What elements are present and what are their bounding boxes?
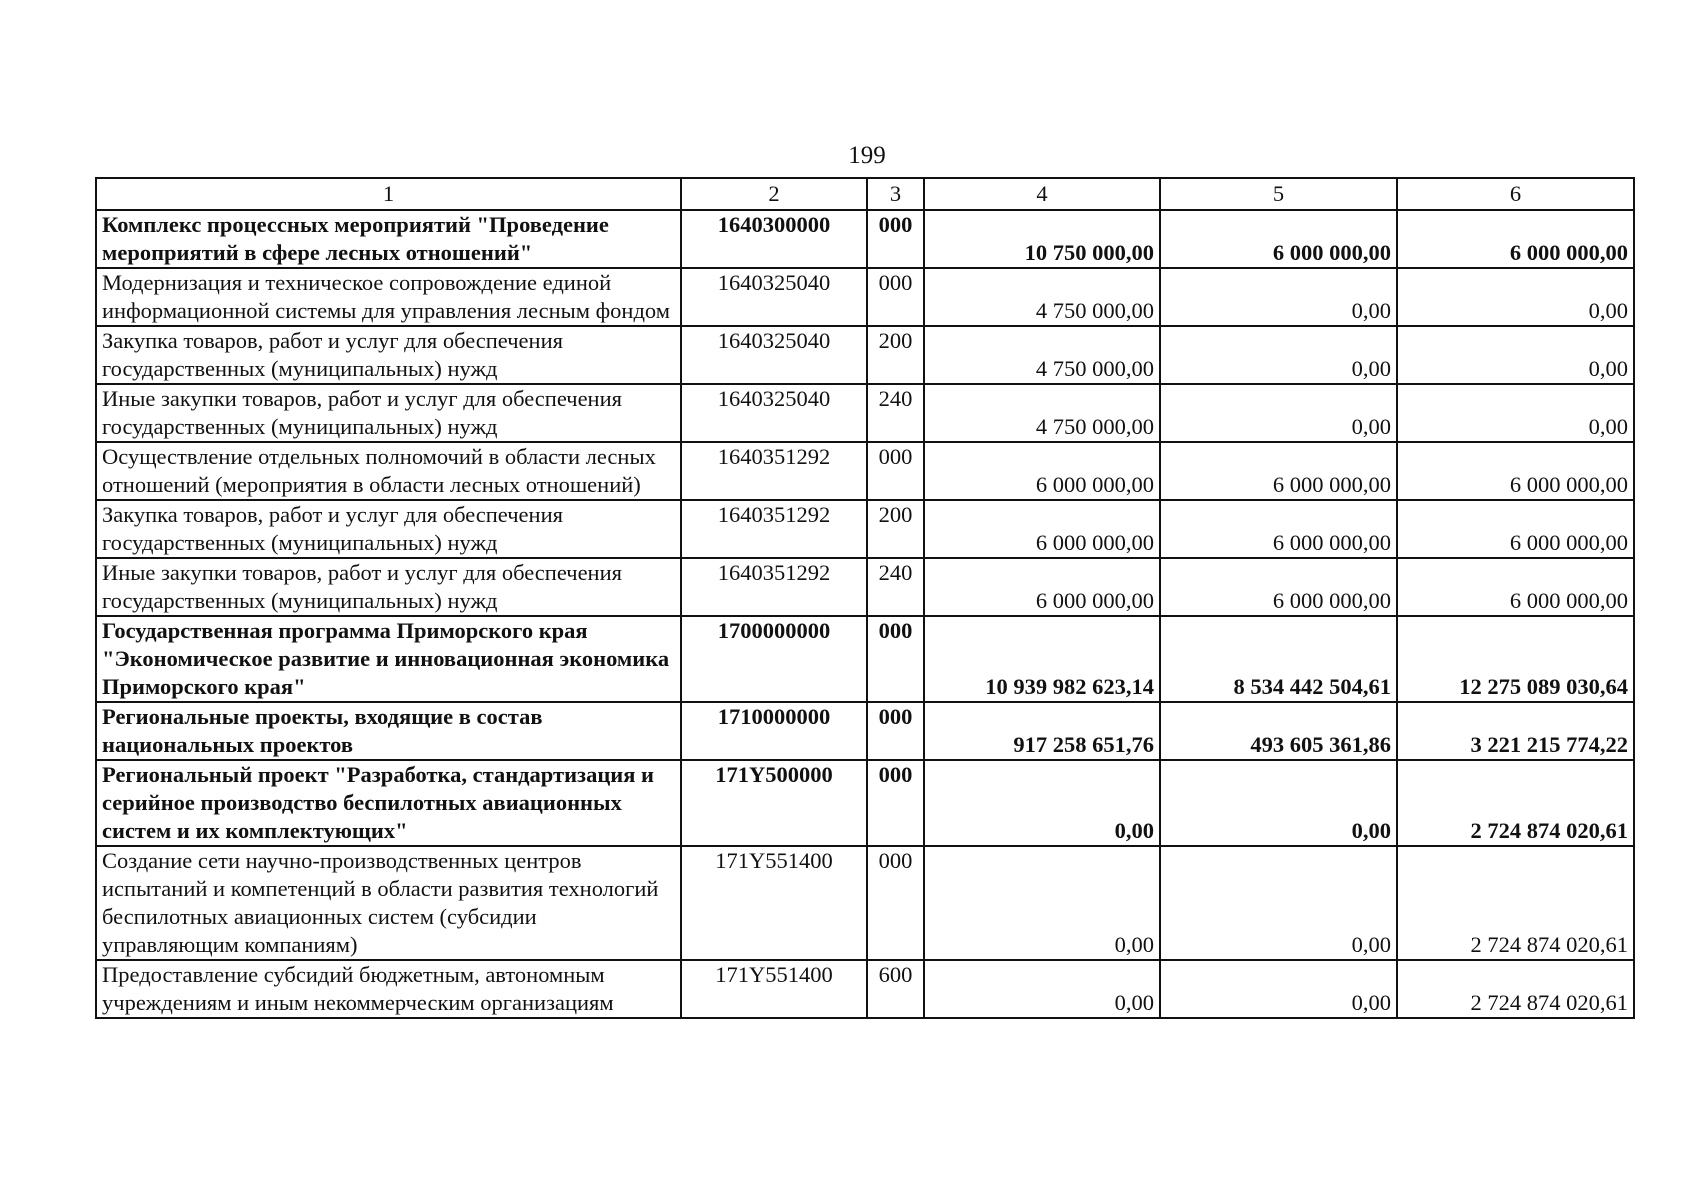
row-expense-type: 240 bbox=[867, 384, 924, 442]
row-value-col5: 6 000 000,00 bbox=[1160, 442, 1397, 500]
row-code: 171Y551400 bbox=[681, 960, 867, 1018]
row-code: 1700000000 bbox=[681, 616, 867, 702]
row-value-col5: 493 605 361,86 bbox=[1160, 702, 1397, 760]
table-row bbox=[96, 760, 1634, 846]
row-name: Региональные проекты, входящие в состав национальных проектов bbox=[96, 702, 681, 760]
row-expense-type: 000 bbox=[867, 442, 924, 500]
row-value-col6: 3 221 215 774,22 bbox=[1397, 702, 1634, 760]
table-row bbox=[96, 558, 1634, 616]
row-value-col6: 6 000 000,00 bbox=[1397, 500, 1634, 558]
row-name: Государственная программа Приморского края "Экономическое развитие и инновационная экономика Приморского края" bbox=[96, 616, 681, 702]
table-row bbox=[96, 846, 1634, 960]
row-value-col6: 0,00 bbox=[1397, 268, 1634, 326]
row-value-col6: 2 724 874 020,61 bbox=[1397, 960, 1634, 1018]
row-code: 171Y500000 bbox=[681, 760, 867, 846]
row-code: 1640325040 bbox=[681, 268, 867, 326]
row-value-col5: 6 000 000,00 bbox=[1160, 500, 1397, 558]
row-expense-type: 000 bbox=[867, 760, 924, 846]
row-code: 1640325040 bbox=[681, 384, 867, 442]
row-code: 1640351292 bbox=[681, 442, 867, 500]
row-value-col5: 8 534 442 504,61 bbox=[1160, 616, 1397, 702]
row-value-col5: 0,00 bbox=[1160, 760, 1397, 846]
row-expense-type: 000 bbox=[867, 268, 924, 326]
row-name: Иные закупки товаров, работ и услуг для обеспечения государственных (муниципальных) нужд bbox=[96, 558, 681, 616]
row-value-col4: 10 939 982 623,14 bbox=[924, 616, 1160, 702]
row-name: Закупка товаров, работ и услуг для обеспечения государственных (муниципальных) нужд bbox=[96, 500, 681, 558]
row-value-col4: 917 258 651,76 bbox=[924, 702, 1160, 760]
row-name: Закупка товаров, работ и услуг для обеспечения государственных (муниципальных) нужд bbox=[96, 326, 681, 384]
header-col-4: 4 bbox=[924, 178, 1160, 210]
row-value-col5: 0,00 bbox=[1160, 326, 1397, 384]
row-expense-type: 000 bbox=[867, 210, 924, 268]
row-name: Осуществление отдельных полномочий в области лесных отношений (мероприятия в области лесных отношений) bbox=[96, 442, 681, 500]
row-value-col6: 2 724 874 020,61 bbox=[1397, 760, 1634, 846]
row-name: Предоставление субсидий бюджетным, автономным учреждениям и иным некоммерческим организациям bbox=[96, 960, 681, 1018]
table-row bbox=[96, 702, 1634, 760]
row-expense-type: 000 bbox=[867, 616, 924, 702]
row-code: 1640351292 bbox=[681, 500, 867, 558]
row-code: 1710000000 bbox=[681, 702, 867, 760]
header-row bbox=[96, 178, 1634, 210]
page-number: 199 bbox=[848, 142, 886, 169]
row-value-col6: 6 000 000,00 bbox=[1397, 558, 1634, 616]
row-expense-type: 200 bbox=[867, 500, 924, 558]
row-name: Иные закупки товаров, работ и услуг для обеспечения государственных (муниципальных) нужд bbox=[96, 384, 681, 442]
row-value-col6: 0,00 bbox=[1397, 384, 1634, 442]
row-expense-type: 240 bbox=[867, 558, 924, 616]
budget-table-body bbox=[96, 178, 1634, 1018]
row-expense-type: 000 bbox=[867, 846, 924, 960]
row-value-col4: 4 750 000,00 bbox=[924, 384, 1160, 442]
row-value-col6: 0,00 bbox=[1397, 326, 1634, 384]
table-row bbox=[96, 326, 1634, 384]
row-value-col4: 0,00 bbox=[924, 846, 1160, 960]
row-value-col5: 0,00 bbox=[1160, 960, 1397, 1018]
row-value-col4: 10 750 000,00 bbox=[924, 210, 1160, 268]
row-value-col5: 0,00 bbox=[1160, 268, 1397, 326]
row-value-col6: 12 275 089 030,64 bbox=[1397, 616, 1634, 702]
row-value-col4: 6 000 000,00 bbox=[924, 558, 1160, 616]
row-value-col4: 0,00 bbox=[924, 760, 1160, 846]
row-expense-type: 200 bbox=[867, 326, 924, 384]
row-code: 171Y551400 bbox=[681, 846, 867, 960]
row-name: Модернизация и техническое сопровождение единой информационной системы для управления лесным фондом bbox=[96, 268, 681, 326]
table-row bbox=[96, 268, 1634, 326]
row-expense-type: 000 bbox=[867, 702, 924, 760]
row-name: Комплекс процессных мероприятий "Проведение мероприятий в сфере лесных отношений" bbox=[96, 210, 681, 268]
row-value-col4: 4 750 000,00 bbox=[924, 326, 1160, 384]
row-value-col4: 6 000 000,00 bbox=[924, 442, 1160, 500]
row-expense-type: 600 bbox=[867, 960, 924, 1018]
table-row bbox=[96, 960, 1634, 1018]
row-value-col5: 0,00 bbox=[1160, 846, 1397, 960]
row-value-col5: 6 000 000,00 bbox=[1160, 210, 1397, 268]
table-row bbox=[96, 210, 1634, 268]
row-name: Региональный проект "Разработка, стандартизация и серийное производство беспилотных авиационных систем и их комплектующих" bbox=[96, 760, 681, 846]
row-code: 1640351292 bbox=[681, 558, 867, 616]
row-code: 1640300000 bbox=[681, 210, 867, 268]
header-col-6: 6 bbox=[1397, 178, 1634, 210]
table-row bbox=[96, 616, 1634, 702]
row-value-col4: 0,00 bbox=[924, 960, 1160, 1018]
header-col-1: 1 bbox=[96, 178, 681, 210]
row-code: 1640325040 bbox=[681, 326, 867, 384]
row-name: Создание сети научно-производственных центров испытаний и компетенций в области развития технологий беспилотных авиационных систем (субсидии управляющим компаниям) bbox=[96, 846, 681, 960]
header-col-5: 5 bbox=[1160, 178, 1397, 210]
row-value-col6: 2 724 874 020,61 bbox=[1397, 846, 1634, 960]
budget-table bbox=[95, 177, 1635, 1019]
row-value-col4: 6 000 000,00 bbox=[924, 500, 1160, 558]
header-col-2: 2 bbox=[681, 178, 867, 210]
row-value-col5: 6 000 000,00 bbox=[1160, 558, 1397, 616]
table-row bbox=[96, 442, 1634, 500]
row-value-col6: 6 000 000,00 bbox=[1397, 210, 1634, 268]
row-value-col6: 6 000 000,00 bbox=[1397, 442, 1634, 500]
table-row bbox=[96, 500, 1634, 558]
header-col-3: 3 bbox=[867, 178, 924, 210]
table-row bbox=[96, 384, 1634, 442]
row-value-col4: 4 750 000,00 bbox=[924, 268, 1160, 326]
row-value-col5: 0,00 bbox=[1160, 384, 1397, 442]
